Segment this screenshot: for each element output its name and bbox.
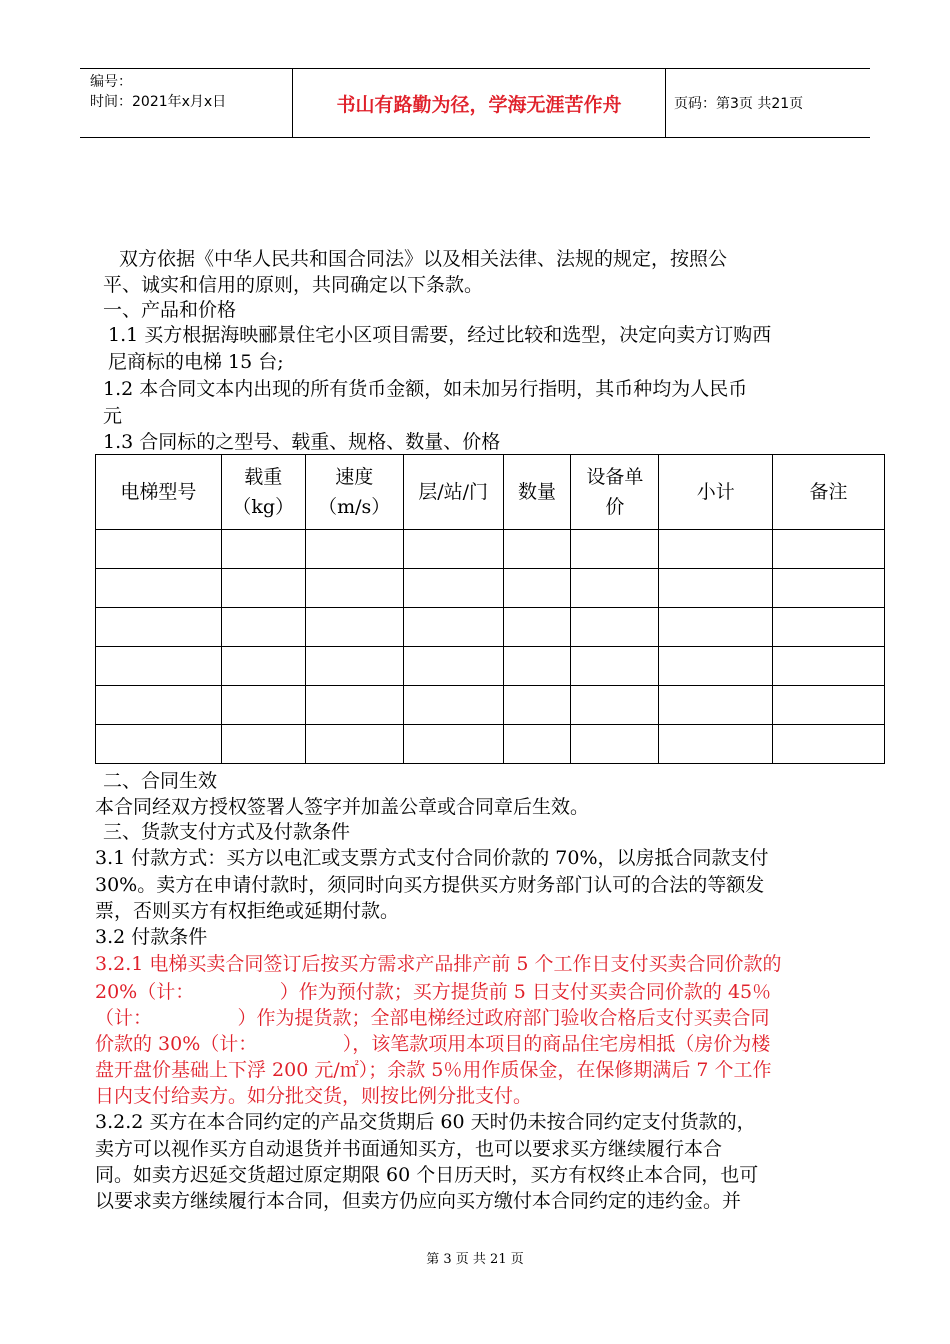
- col-speed: 速度 （m/s）: [305, 455, 403, 530]
- clause-1-2-line-2: 元: [103, 405, 123, 427]
- intro-line-1: 双方依据《中华人民共和国合同法》以及相关法律、法规的规定，按照公: [100, 248, 728, 270]
- clause-1-1-line-1: 1.1 买方根据海映郦景住宅小区项目需要，经过比较和选型，决定向卖方订购西: [108, 324, 772, 346]
- table-row: [96, 530, 885, 569]
- header-number: 编号：: [90, 74, 132, 90]
- table-row: [96, 569, 885, 608]
- section-3-title: 三、货款支付方式及付款条件: [103, 821, 351, 843]
- section-2-text: 本合同经双方授权签署人签字并加盖公章或合同章后生效。: [95, 796, 590, 818]
- clause-3-1-line-3: 票，否则买方有权拒绝或延期付款。: [95, 900, 400, 922]
- header-time: 时间：2021年x月x日: [90, 94, 227, 110]
- col-load: 载重 （kg）: [221, 455, 305, 530]
- clause-3-2-1-line-5: 盘开盘价基础上下浮 200 元/㎡）；余款 5％用作质保金，在保修期满后 7 个工作: [95, 1059, 772, 1081]
- table-row: [96, 608, 885, 647]
- clause-3-2-1-line-3: （计： ）作为提货款；全部电梯经过政府部门验收合格后支付买卖合同: [95, 1007, 770, 1029]
- table-row: [96, 725, 885, 764]
- col-subtotal: 小计: [659, 455, 773, 530]
- header-meta: [80, 69, 293, 137]
- clause-3-2-2-line-2: 卖方可以视作买方自动退货并书面通知买方，也可以要求买方继续履行本合: [95, 1138, 723, 1160]
- table-row: [96, 686, 885, 725]
- section-2-title: 二、合同生效: [103, 770, 218, 792]
- table-row: [96, 647, 885, 686]
- clause-3-2-1-line-4: 价款的 30%（计： ），该笔款项用本项目的商品住宅房相抵（房价为楼: [95, 1033, 771, 1055]
- clause-3-1-line-2: 30%。卖方在申请付款时，须同时向买方提供买方财务部门认可的合法的等额发: [95, 874, 765, 896]
- page-header: [80, 68, 870, 138]
- intro-line-2: 平、诚实和信用的原则，共同确定以下条款。: [103, 274, 484, 296]
- header-motto: 书山有路勤为径，学海无涯苦作舟: [293, 69, 666, 137]
- col-qty: 数量: [503, 455, 571, 530]
- page-footer: 第 3 页 共 21 页: [426, 1252, 524, 1267]
- clause-3-2-2-line-1: 3.2.2 买方在本合同约定的产品交货期后 60 天时仍未按合同约定支付货款的，: [95, 1111, 756, 1133]
- col-remark: 备注: [773, 455, 885, 530]
- clause-3-2-1-line-2: 20%（计： ）作为预付款；买方提货前 5 日支付买卖合同价款的 45％: [95, 981, 772, 1003]
- clause-1-3: 1.3 合同标的之型号、载重、规格、数量、价格: [103, 431, 501, 453]
- clause-3-2-2-line-3: 同。如卖方迟延交货超过原定期限 60 个日历天时，买方有权终止本合同，也可: [95, 1164, 759, 1186]
- clause-1-2-line-1: 1.2 本合同文本内出现的所有货币金额，如未加另行指明，其币种均为人民币: [103, 378, 748, 400]
- col-model: 电梯型号: [96, 455, 222, 530]
- clause-3-2-2-line-4: 以要求卖方继续履行本合同，但卖方仍应向买方缴付本合同约定的违约金。并: [95, 1190, 742, 1212]
- col-floors: 层/站/门: [403, 455, 503, 530]
- clause-1-1-line-2: 尼商标的电梯 15 台;: [108, 351, 284, 373]
- col-unit-price: 设备单 价: [571, 455, 659, 530]
- table-header-row: [96, 455, 885, 530]
- clause-3-2: 3.2 付款条件: [95, 926, 208, 948]
- clause-3-2-1-line-6: 日内支付给卖方。如分批交货，则按比例分批支付。: [95, 1085, 533, 1107]
- product-table: [95, 454, 885, 764]
- header-page: 页码：第3页 共21页: [674, 96, 804, 112]
- section-1-title: 一、产品和价格: [103, 299, 237, 321]
- clause-3-2-1-line-1: 3.2.1 电梯买卖合同签订后按买方需求产品排产前 5 个工作日支付买卖合同价款的: [95, 953, 782, 975]
- clause-3-1-line-1: 3.1 付款方式：买方以电汇或支票方式支付合同价款的 70%，以房抵合同款支付: [95, 847, 769, 869]
